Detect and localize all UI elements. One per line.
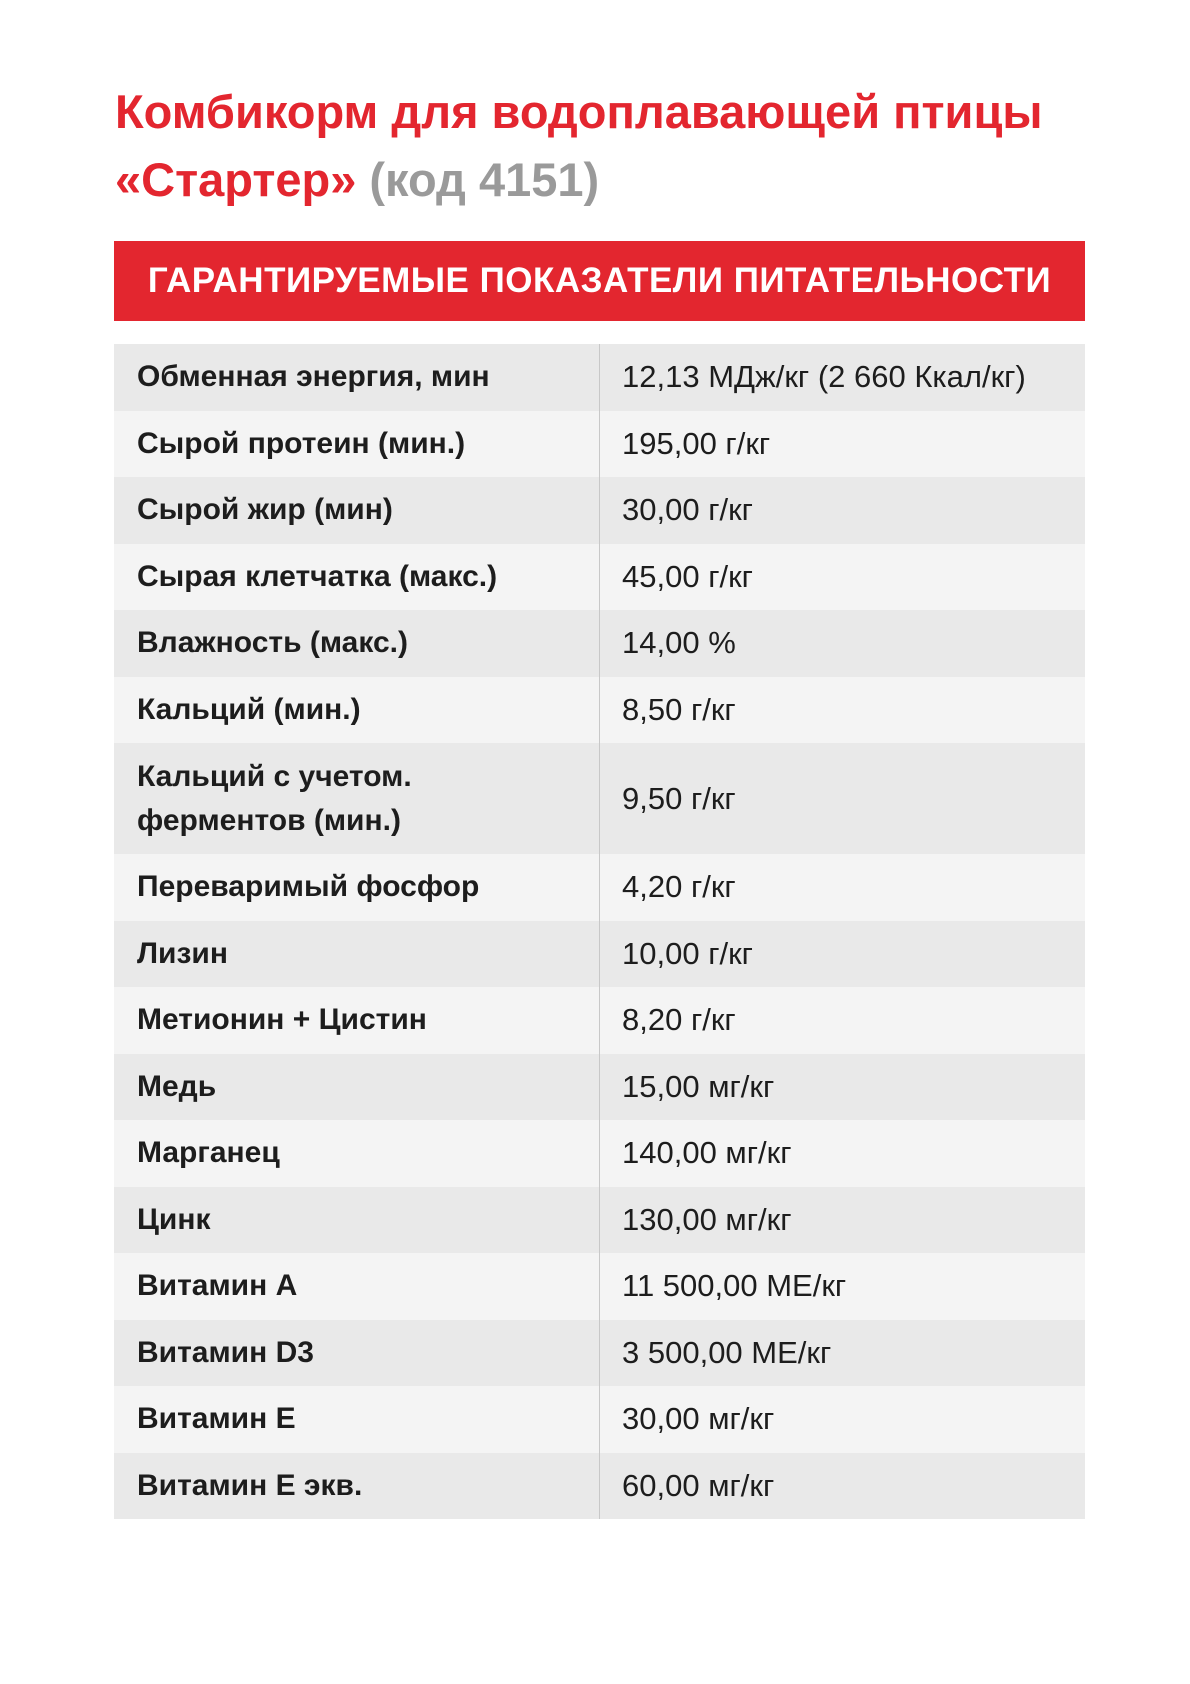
row-value: 15,00 мг/кг	[622, 1068, 775, 1104]
product-code: (код 4151)	[369, 153, 600, 206]
row-label: Витамин Е экв.	[137, 1468, 363, 1502]
table-row	[114, 1453, 1085, 1520]
column-divider	[599, 544, 600, 611]
table-row	[114, 1320, 1085, 1387]
column-divider	[599, 1253, 600, 1320]
row-label: Кальций с учетом. ферментов (мин.)	[137, 759, 412, 837]
row-value: 130,00 мг/кг	[622, 1201, 792, 1237]
row-label: Медь	[137, 1069, 217, 1103]
row-value: 8,20 г/кг	[622, 1002, 736, 1038]
table-row	[114, 1120, 1085, 1187]
row-value: 60,00 мг/кг	[622, 1467, 775, 1503]
column-divider	[599, 1386, 600, 1453]
column-divider	[599, 921, 600, 988]
column-divider	[599, 987, 600, 1054]
row-label: Марганец	[137, 1136, 280, 1170]
row-label: Цинк	[137, 1202, 211, 1236]
table-row	[114, 987, 1085, 1054]
row-label: Влажность (макс.)	[137, 626, 408, 660]
column-divider	[599, 610, 600, 677]
table-row	[114, 544, 1085, 611]
column-divider	[599, 1187, 600, 1254]
column-divider	[599, 854, 600, 921]
column-divider	[599, 411, 600, 478]
table-row	[114, 1386, 1085, 1453]
row-value: 45,00 г/кг	[622, 558, 753, 594]
column-divider	[599, 677, 600, 744]
row-value: 4,20 г/кг	[622, 869, 736, 905]
row-label: Переваримый фосфор	[137, 870, 480, 904]
table-row	[114, 411, 1085, 478]
title-main: Комбикорм для водоплавающей птицы «Стартер»	[115, 85, 1043, 206]
row-label: Сырой протеин (мин.)	[137, 426, 466, 460]
row-value: 9,50 г/кг	[622, 780, 736, 816]
table-row	[114, 743, 1085, 854]
column-divider	[599, 1453, 600, 1520]
row-label: Витамин А	[137, 1269, 298, 1303]
row-value: 30,00 г/кг	[622, 492, 753, 528]
row-label: Обменная энергия, мин	[137, 360, 490, 394]
column-divider	[599, 1320, 600, 1387]
table-row	[114, 1253, 1085, 1320]
row-label: Кальций (мин.)	[137, 692, 361, 726]
nutrition-table	[114, 344, 1085, 1519]
row-label: Витамин D3	[137, 1335, 314, 1369]
column-divider	[599, 1120, 600, 1187]
row-label: Витамин Е	[137, 1402, 296, 1436]
table-row	[114, 921, 1085, 988]
column-divider	[599, 477, 600, 544]
table-row	[114, 477, 1085, 544]
row-value: 11 500,00 МЕ/кг	[622, 1268, 847, 1304]
row-value: 14,00 %	[622, 625, 736, 661]
table-row	[114, 1054, 1085, 1121]
table-row	[114, 610, 1085, 677]
row-value: 12,13 МДж/кг (2 660 Ккал/кг)	[622, 359, 1026, 395]
table-row	[114, 344, 1085, 411]
row-label: Сырой жир (мин)	[137, 493, 393, 527]
row-value: 3 500,00 МЕ/кг	[622, 1334, 832, 1370]
section-banner: ГАРАНТИРУЕМЫЕ ПОКАЗАТЕЛИ ПИТАТЕЛЬНОСТИ	[114, 241, 1085, 321]
row-label: Лизин	[137, 936, 228, 970]
table-row	[114, 1187, 1085, 1254]
row-value: 30,00 мг/кг	[622, 1401, 775, 1437]
column-divider	[599, 1054, 600, 1121]
page-title	[115, 78, 1095, 214]
row-label: Метионин + Цистин	[137, 1003, 427, 1037]
row-value: 10,00 г/кг	[622, 935, 753, 971]
column-divider	[599, 743, 600, 854]
row-value: 195,00 г/кг	[622, 425, 771, 461]
table-row	[114, 854, 1085, 921]
column-divider	[599, 344, 600, 411]
row-value: 140,00 мг/кг	[622, 1135, 792, 1171]
row-label: Сырая клетчатка (макс.)	[137, 559, 498, 593]
row-value: 8,50 г/кг	[622, 691, 736, 727]
table-row	[114, 677, 1085, 744]
